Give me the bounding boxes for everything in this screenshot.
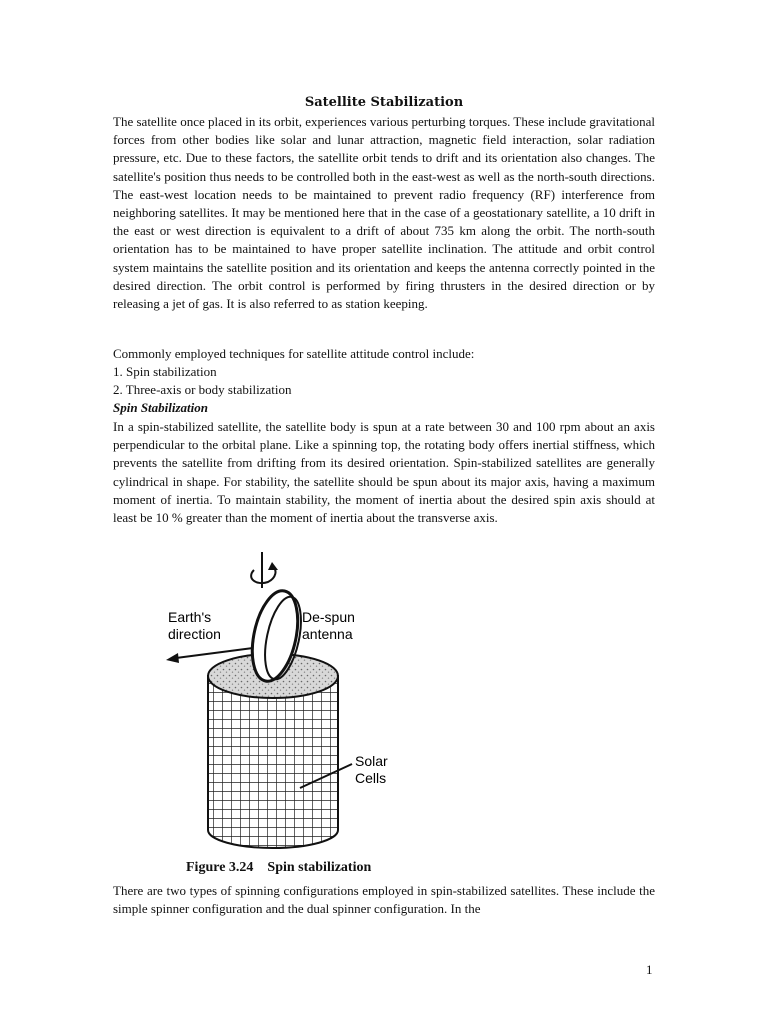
label-antenna-line1: De-spun (302, 609, 355, 625)
intro-paragraph: The satellite once placed in its orbit, experiences various perturbing torques. These include gravitational forces from other bodies like solar and lunar attraction, magnetic field interaction, solar radiation pressure, etc. Due to these factors, the satellite orbit tends to drift and its orientation also changes. The satellite's position thus needs to be controlled both in the east-west as well as the north-south directions. The east-west location needs to be maintained to prevent radio frequency (RF) interference from neighboring satellites. It may be mentioned here that in the case of a geostationary satellite, a 10 drift in the east or west direction is equivalent to a drift of about 735 km along the orbit. The north-south orientation has to be maintained to have proper satellite inclination. The attitude and orbit control system maintains the satellite position and its orientation and keeps the antenna correctly pointed in the desired direction. The orbit control is performed by firing thrusters in the desired direction or by releasing a jet of gas. It is also referred to as station keeping. (113, 114, 655, 312)
spin-arrow-icon (251, 552, 278, 588)
page-title: Satellite Stabilization (304, 95, 464, 110)
techniques-intro: Commonly employed techniques for satellite attitude control include: (113, 346, 475, 361)
technique-item-1: 1. Spin stabilization (113, 364, 217, 379)
section-heading: Spin Stabilization (113, 400, 209, 415)
spin-stabilization-figure (150, 548, 410, 858)
label-earth-line1: Earth's (168, 609, 212, 625)
satellite-cylinder (208, 654, 338, 848)
closing-paragraph: There are two types of spinning configurations employed in spin-stabilized satellites. These include the simple spinner configuration and the dual spinner configuration. In the (113, 883, 655, 917)
figure-caption (186, 860, 371, 876)
figure-number: Figure 3.24 (186, 860, 254, 875)
label-antenna-line2: antenna (302, 626, 353, 642)
page-number: 1 (646, 962, 653, 977)
label-earth-line2: direction (168, 626, 221, 642)
label-solar-line2: Cells (355, 770, 387, 786)
figure-caption-text: Spin stabilization (267, 860, 372, 875)
technique-item-2: 2. Three-axis or body stabilization (113, 382, 292, 397)
label-solar-line1: Solar (355, 753, 388, 769)
spin-paragraph: In a spin-stabilized satellite, the satellite body is spun at a rate between 30 and 100 rpm about an axis perpendicular to the orbital plane. Like a spinning top, the rotating body offers inertial stiffness, which prevents the satellite from drifting from its desired orientation. Spin-stabilized satellites are generally cylindrical in shape. For stability, the satellite should be spun about its major axis, having a maximum moment of inertia. To maintain stability, the moment of inertia about the desired spin axis should at least be 10 % greater than the moment of inertia about the transverse axis. (113, 419, 655, 526)
